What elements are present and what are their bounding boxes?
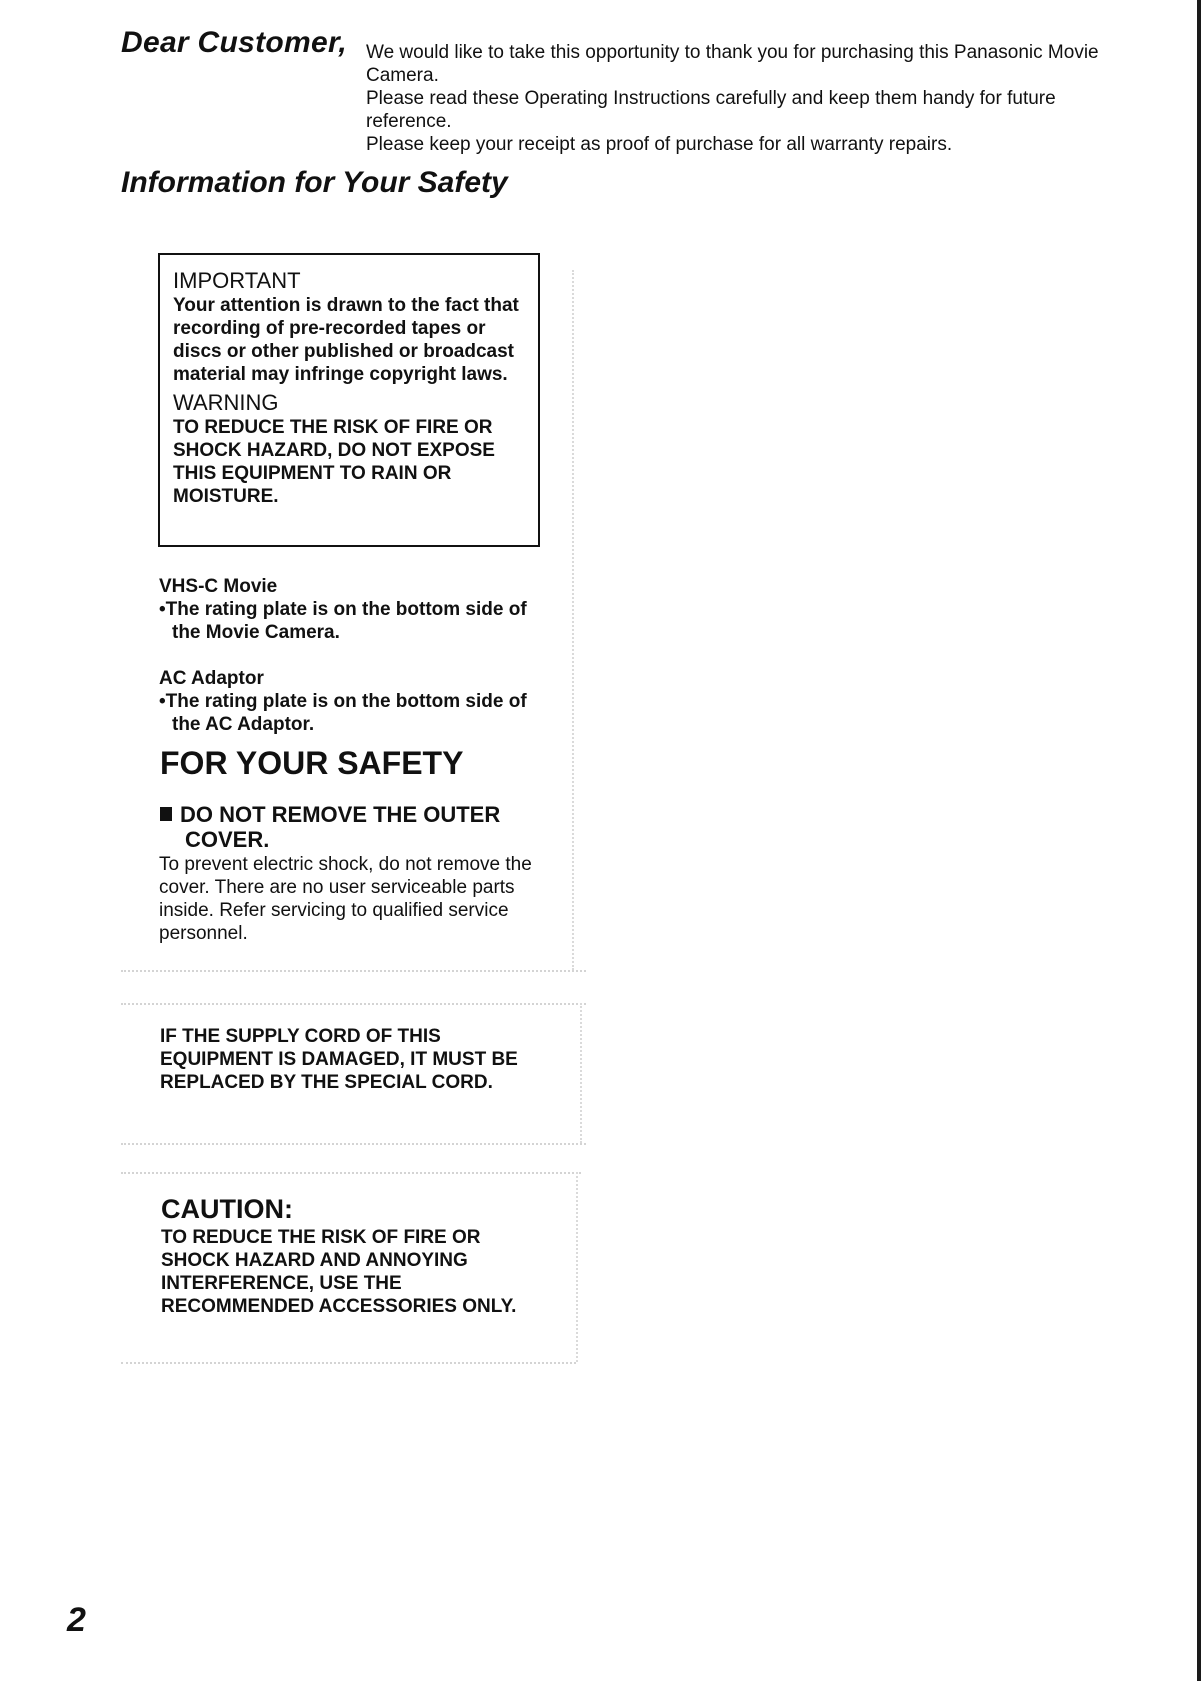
supply-cord-text: IF THE SUPPLY CORD OF THIS EQUIPMENT IS DAMAGED, IT MUST BE REPLACED BY THE SPECIAL CORD. [160,1026,518,1093]
warning-text: TO REDUCE THE RISK OF FIRE OR SHOCK HAZARD, DO NOT EXPOSE THIS EQUIPMENT TO RAIN OR MOISTURE. [173,417,495,507]
rating-plate-adaptor [159,667,559,736]
caution-heading: CAUTION: [161,1194,293,1224]
scan-speckle-divider [121,1003,586,1005]
scan-speckle-divider [580,1003,582,1143]
rating-plate-label: AC Adaptor [159,668,264,689]
page-title: Information for Your Safety [121,166,508,199]
caution-text: TO REDUCE THE RISK OF FIRE OR SHOCK HAZARD AND ANNOYING INTERFERENCE, USE THE RECOMMENDED ACCESSORIES ONLY. [161,1227,517,1317]
rating-plate-camera [159,575,559,644]
important-heading: IMPORTANT [173,268,301,293]
remove-cover-text: To prevent electric shock, do not remove the cover. There are no user serviceable parts inside. Refer servicing to qualified service personnel. [159,854,532,944]
scan-speckle-divider [121,1172,581,1174]
greeting-body [366,41,1116,156]
page-edge-line [1197,0,1201,1681]
scan-speckle-divider [121,1362,576,1364]
greeting-line-receipt: Please keep your receipt as proof of purchase for all warranty repairs. [366,134,953,155]
remove-cover-heading-line1: DO NOT REMOVE THE OUTER [180,802,501,827]
scan-speckle-divider [121,970,586,972]
scan-speckle-divider [121,1143,586,1145]
rating-plate-label: VHS-C Movie [159,576,278,597]
greeting-line-thanks: We would like to take this opportunity to thank you for purchasing this Panasonic Movie Camera. [366,42,1099,86]
warning-heading: WARNING [173,390,279,415]
greeting-heading: Dear Customer, [121,26,347,59]
scan-speckle-divider [576,1172,578,1362]
important-text: Your attention is drawn to the fact that recording of pre-recorded tapes or discs or other published or broadcast material may infringe copyright laws. [173,295,519,385]
remove-cover-heading-line2: COVER. [185,827,270,852]
important-warning-box [158,253,540,547]
remove-cover-heading [160,802,560,852]
scan-speckle-divider [572,270,574,970]
square-bullet-icon [160,807,172,821]
page-number: 2 [67,1601,86,1639]
greeting-line-read: Please read these Operating Instructions carefully and keep them handy for future reference. [366,88,1056,132]
rating-plate-text: •The rating plate is on the bottom side of the Movie Camera. [159,599,527,643]
rating-plate-text: •The rating plate is on the bottom side of the AC Adaptor. [159,691,527,735]
for-your-safety-heading: FOR YOUR SAFETY [160,745,464,781]
